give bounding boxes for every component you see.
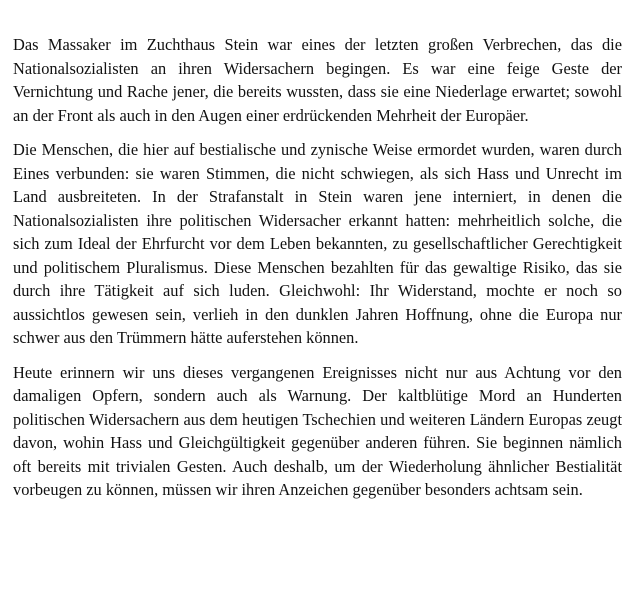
paragraph-3: Heute erinnern wir uns dieses vergangenen Ereignisses nicht nur aus Achtung vor den damaligen Opfern, sondern auch als Warnung. Der kaltblütige Mord an Hunderten politischen Widersachern aus dem heutigen Tschechien und weiteren Ländern Europas zeugt davon, wohin Hass und Gleichgültigkeit gegenüber anderen führen. Sie beginnen nämlich oft bereits mit trivialen Gesten. Auch deshalb, um der Wiederholung ähnlicher Bestialität vorbeugen zu können, müssen wir ihren Anzeichen gegenüber besonders achtsam sein. xyxy=(13,362,622,499)
paragraph-2: Die Menschen, die hier auf bestialische und zynische Weise ermordet wurden, waren durch Eines verbunden: sie waren Stimmen, die nicht schwiegen, als sich Hass und Unrecht im Land ausbreiteten. In der Strafanstalt in Stein waren jene interniert, in denen die Nationalsozialisten ihre politischen Widersacher erkannt hatten: mehrheitlich solche, die sich zum Ideal der Ehrfurcht vor dem Leben bekannten, zu gesellschaftlicher Gerechtigkeit und politischem Pluralismus. Diese Menschen bezahlten für das gewaltige Risiko, das sie durch ihre Tätigkeit auf sich luden. Gleichwohl: Ihr Widerstand, mochte er noch so aussichtlos gewesen sein, verlieh in den dunklen Jahren Hoffnung, ohne die Europa nur schwer aus den Trümmern hätte auferstehen können. xyxy=(13,140,622,347)
paragraph-1: Das Massaker im Zuchthaus Stein war eines der letzten großen Verbrechen, das die Nationalsozialisten an ihren Widersachern begingen. Es war eine feige Geste der Vernichtung und Rache jener, die bereits wussten, dass sie eine Niederlage erwartet; sowohl an der Front als auch in den Augen einer erdrückenden Mehrheit der Europäer. xyxy=(13,35,622,125)
document-body xyxy=(13,33,622,513)
